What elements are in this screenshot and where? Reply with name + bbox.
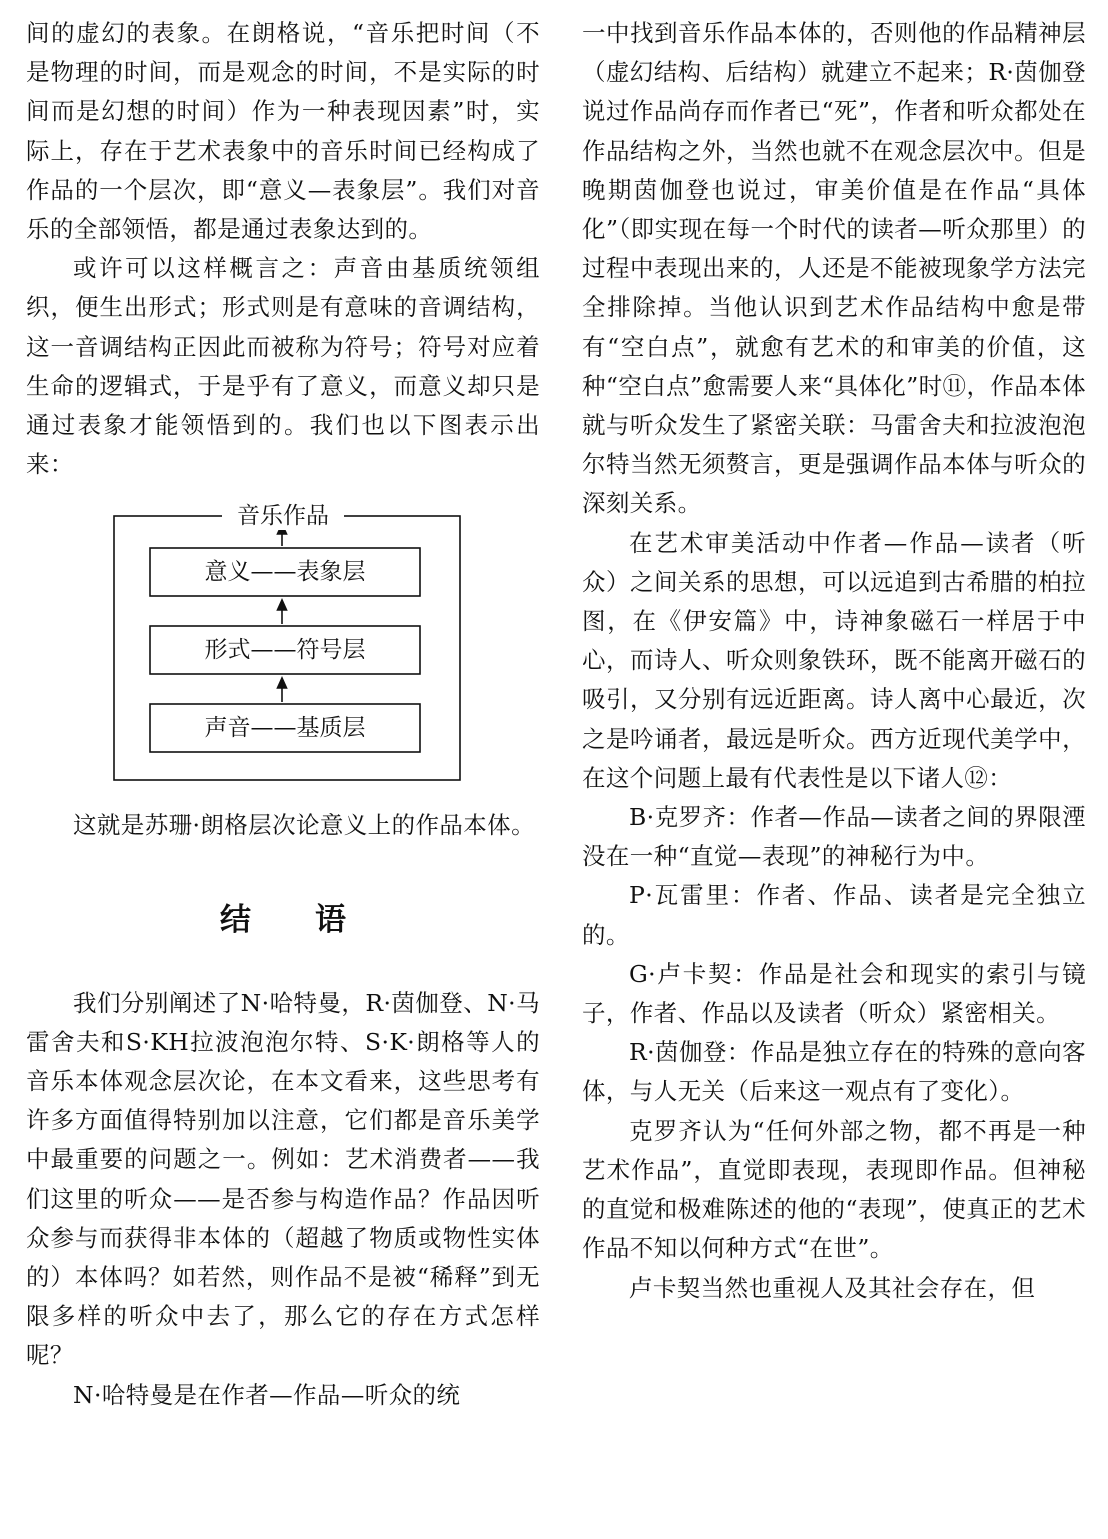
left-paragraph-4: 我们分别阐述了N·哈特曼，R·茵伽登、N·马雷舍夫和S·KH拉波泡泡尔特、S·K·朗格等人的音乐本体观念层次论，在本文看来，这些思考有许多方面值得特别加以注意，它们都是音乐美学中最重要的问题之一。例如：艺术消费者——我们这里的听众——是否参与构造作品？作品因听众参与而获得非本体的（超越了物质或物性实体的）本体吗？如若然，则作品不是被“稀释”到无限多样的听众中去了，那么它的存在方式怎样呢？ (26, 988, 540, 1370)
diagram-title: 音乐作品 (222, 502, 344, 530)
arrow-3 (278, 678, 287, 702)
right-paragraph-5: G·卢卡契：作品是社会和现实的索引与镜子，作者、作品以及读者（听众）紧密相关。 (582, 959, 1086, 1028)
right-column (582, 14, 1086, 1308)
form-layer-label: 形式——符号层 (204, 637, 366, 664)
left-paragraph-2: 或许可以这样概言之：声音由基质统领组织，便生出形式；形式则是有意味的音调结构，这一音调结构正因此而被称为符号；符号对应着生命的逻辑式，于是乎有了意义，而意义却只是通过表象才能领悟到的。我们也以下图表示出来： (26, 254, 540, 479)
right-paragraph-7: 克罗齐认为“任何外部之物，都不再是一种艺术作品”，直觉即表现，表现即作品。但神秘的直觉和极难陈述的他的“表现”，使真正的艺术作品不知以何种方式“在世”。 (582, 1116, 1086, 1263)
arrow-2 (278, 600, 287, 624)
section-heading: 结语 (220, 901, 410, 938)
right-paragraph-3: B·克罗齐：作者—作品—读者之间的界限湮没在一种“直觉—表现”的神秘行为中。 (582, 803, 1086, 871)
layer-diagram (26, 496, 540, 782)
left-paragraph-1: 间的虚幻的表象。在朗格说，“音乐把时间（不是物理的时间，而是观念的时间，不是实际的时间而是幻想的时间）作为一种表现因素”时，实际上，存在于艺术表象中的音乐时间已经构成了作品的一个层次，即“意义—表象层”。我们对音乐的全部领悟，都是通过表象达到的。 (26, 19, 540, 244)
left-paragraph-3: 这就是苏珊·朗格层次论意义上的作品本体。 (73, 811, 535, 840)
right-paragraph-6: R·茵伽登：作品是独立存在的特殊的意向客体，与人无关（后来这一观点有了变化）。 (582, 1038, 1086, 1106)
left-paragraph-5: N·哈特曼是在作者—作品—听众的统 (73, 1380, 461, 1409)
sound-layer-label: 声音——基质层 (204, 715, 366, 742)
right-paragraph-2: 在艺术审美活动中作者—作品—读者（听众）之间关系的思想，可以远追到古希腊的柏拉图，在《伊安篇》中，诗神象磁石一样居于中心，而诗人、听众则象铁环，既不能离开磁石的吸引，又分别有远近距离。诗人离中心最近，次之是吟诵者，最远是听众。西方近现代美学中，在这个问题上最有代表性是以下诸人⑫： (582, 528, 1086, 792)
right-paragraph-1: 一中找到音乐作品本体的，否则他的作品精神层（虚幻结构、后结构）就建立不起来；R·茵伽登说过作品尚存而作者已“死”，作者和听众都处在作品结构之外，当然也就不在观念层次中。但是晚期茵伽登也说过，审美价值是在作品“具体化”（即实现在每一个时代的读者—听众那里）的过程中表现出来的，人还是不能被现象学方法完全排除掉。当他认识到艺术作品结构中愈是带有“空白点”，就愈有艺术的和审美的价值，这种“空白点”愈需要人来“具体化”时⑪，作品本体就与听众发生了紧密关联：马雷舍夫和拉波泡泡尔特当然无须赘言，更是强调作品本体与听众的深刻关系。 (582, 19, 1086, 518)
right-paragraph-4: P·瓦雷里：作者、作品、读者是完全独立的。 (582, 881, 1086, 949)
meaning-layer-label: 意义——表象层 (204, 559, 366, 586)
left-column (26, 14, 540, 1415)
right-paragraph-8: 卢卡契当然也重视人及其社会存在，但 (629, 1273, 1036, 1302)
